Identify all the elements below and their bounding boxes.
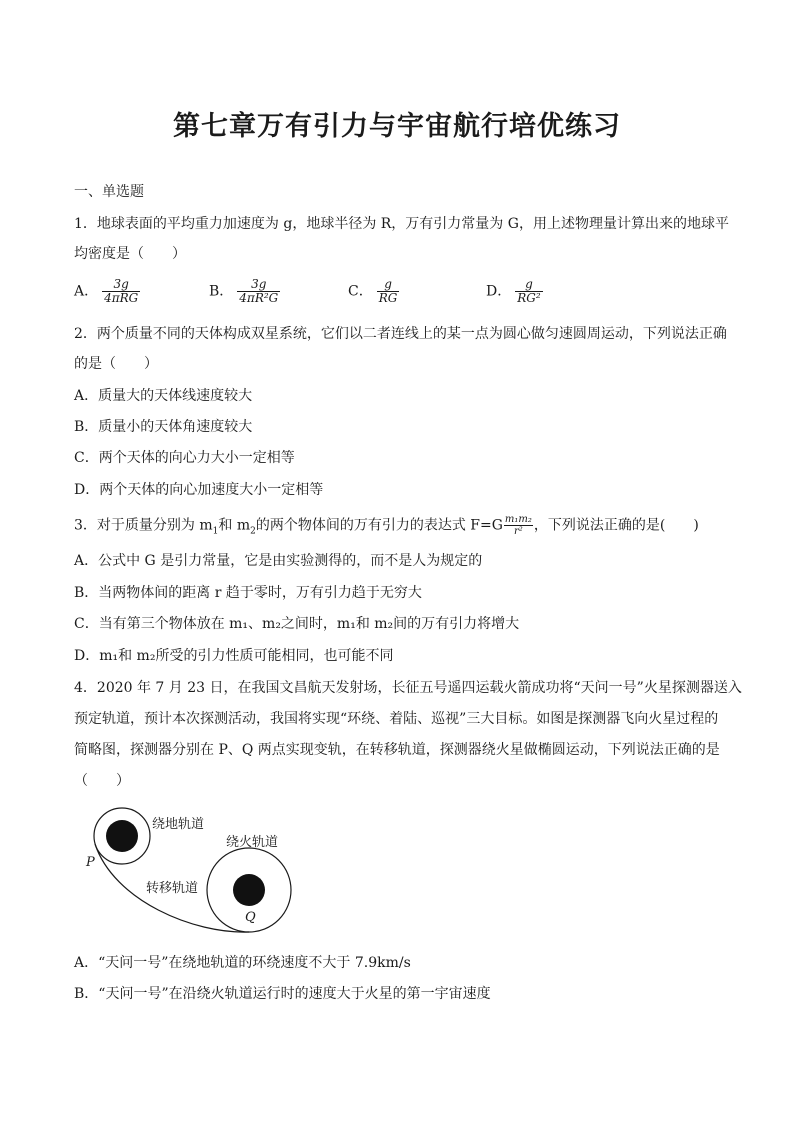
- subscript: 2: [250, 526, 256, 537]
- mars-body: [233, 874, 265, 906]
- stem-text: 的两个物体间的万有引力的表达式 F=G: [255, 517, 503, 534]
- section-heading: 一、单选题: [74, 184, 144, 200]
- page-title: 第七章万有引力与宇宙航行培优练习: [173, 111, 621, 142]
- question-2-option-b: B．质量小的天体角速度较大: [74, 419, 253, 435]
- question-4-option-b: B．“天问一号”在沿绕火轨道运行时的速度大于火星的第一宇宙速度: [74, 986, 491, 1002]
- point-p-label: P: [86, 855, 95, 870]
- question-3-stem: [74, 514, 699, 541]
- option-label: B．: [209, 283, 234, 300]
- subscript: 1: [212, 526, 219, 537]
- fraction-numerator: g: [515, 278, 542, 292]
- question-3-option-a: A．公式中 G 是引力常量，它是由实验测得的，而不是人为规定的: [74, 553, 483, 569]
- fraction-numerator: g: [377, 278, 400, 292]
- question-4-line-3: 简略图，探测器分别在 P、Q 两点实现变轨，在转移轨道，探测器绕火星做椭圆运动，下列说法正确的是: [74, 742, 720, 758]
- transfer-orbit-label: 转移轨道: [146, 881, 199, 896]
- option-label: A．: [74, 283, 99, 300]
- question-4-line-1: 4．2020 年 7 月 23 日，在我国文昌航天发射场，长征五号遥四运载火箭成功将“天问一号”火星探测器送入: [74, 680, 742, 696]
- orbit-diagram: [84, 806, 324, 936]
- fraction-numerator: 3g: [237, 278, 280, 292]
- fraction-denominator: r²: [514, 526, 523, 537]
- stem-text: 3．对于质量分别为 m: [74, 517, 213, 534]
- question-3-option-c: C．当有第三个物体放在 m₁、m₂之间时，m₁和 m₂间的万有引力将增大: [74, 616, 520, 632]
- question-1-option-d: [486, 278, 543, 305]
- question-2-option-a: A．质量大的天体线速度较大: [74, 388, 253, 404]
- question-1-option-a: [74, 278, 140, 305]
- question-2-option-d: D．两个天体的向心加速度大小一定相等: [74, 482, 324, 498]
- formula-fraction: [504, 514, 533, 537]
- fraction: [377, 278, 400, 305]
- fraction-numerator: m₁m₂: [504, 514, 532, 525]
- earth-body: [106, 820, 138, 852]
- question-1-option-c: [348, 278, 399, 305]
- stem-text: ，下列说法正确的是( ): [533, 517, 699, 534]
- question-4-option-a: A．“天问一号”在绕地轨道的环绕速度不大于 7.9km/s: [74, 955, 411, 971]
- earth-orbit-label: 绕地轨道: [152, 817, 205, 832]
- question-1-line-1: 1．地球表面的平均重力加速度为 g，地球半径为 R，万有引力常量为 G，用上述物理量计算出来的地球平: [74, 216, 729, 232]
- fraction-denominator: 4πR²G: [239, 291, 279, 305]
- question-3-option-b: B．当两物体间的距离 r 趋于零时，万有引力趋于无穷大: [74, 585, 422, 601]
- fraction-denominator: RG²: [517, 291, 541, 305]
- question-4-line-4: （ ）: [74, 773, 130, 789]
- question-2-option-c: C．两个天体的向心力大小一定相等: [74, 450, 295, 466]
- fraction-numerator: 3g: [102, 278, 140, 292]
- fraction: [102, 278, 140, 305]
- question-2-line-1: 2．两个质量不同的天体构成双星系统，它们以二者连线上的某一点为圆心做匀速圆周运动，下列说法正确: [74, 326, 727, 342]
- option-label: C．: [348, 283, 373, 300]
- stem-text: 和 m: [218, 517, 251, 534]
- point-q-label: Q: [245, 910, 256, 925]
- option-label: D．: [486, 283, 512, 300]
- fraction-denominator: RG: [378, 291, 398, 305]
- question-1-line-2: 均密度是（ ）: [74, 246, 186, 262]
- fraction: [237, 278, 280, 305]
- fraction: [515, 278, 542, 305]
- question-1-option-b: [209, 278, 280, 305]
- fraction-denominator: 4πRG: [104, 291, 139, 305]
- question-2-line-2: 的是（ ）: [74, 356, 158, 372]
- question-3-option-d: D．m₁和 m₂所受的引力性质可能相同，也可能不同: [74, 648, 394, 664]
- mars-orbit-label: 绕火轨道: [226, 835, 279, 850]
- question-4-line-2: 预定轨道，预计本次探测活动，我国将实现“环绕、着陆、巡视”三大目标。如图是探测器飞向火星过程的: [74, 711, 719, 727]
